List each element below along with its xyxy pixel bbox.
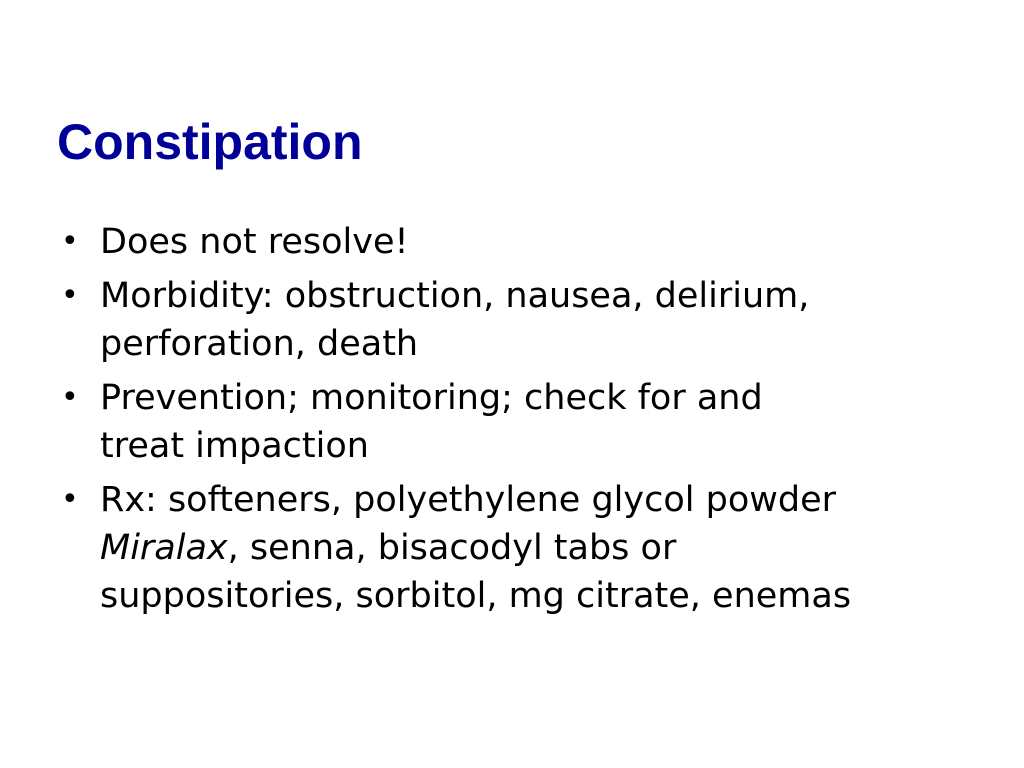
bullet-text: Does not resolve! — [100, 222, 409, 262]
bullet-item — [60, 272, 1000, 368]
bullet-text: treat impaction — [100, 426, 369, 466]
drug-name-italic: Miralax — [100, 528, 228, 568]
bullet-text: , senna, bisacodyl tabs or — [227, 528, 677, 568]
bullet-dot-icon: • — [61, 380, 79, 415]
bullet-item — [60, 218, 1000, 266]
bullet-list — [60, 218, 1000, 626]
bullet-text: perforation, death — [100, 324, 419, 364]
bullet-dot-icon: • — [61, 278, 79, 313]
bullet-text-line — [100, 524, 1000, 572]
bullet-item — [60, 374, 1000, 470]
bullet-dot-icon: • — [61, 482, 79, 517]
bullet-text: Prevention; monitoring; check for and — [100, 378, 763, 418]
bullet-text: Rx: softeners, polyethylene glycol powder — [100, 480, 837, 520]
bullet-text: Morbidity: obstruction, nausea, delirium, — [100, 276, 810, 316]
bullet-text: suppositories, sorbitol, mg citrate, enemas — [100, 576, 852, 616]
bullet-dot-icon: • — [61, 224, 79, 259]
slide-title: Constipation — [57, 114, 363, 170]
bullet-item — [60, 476, 1000, 620]
